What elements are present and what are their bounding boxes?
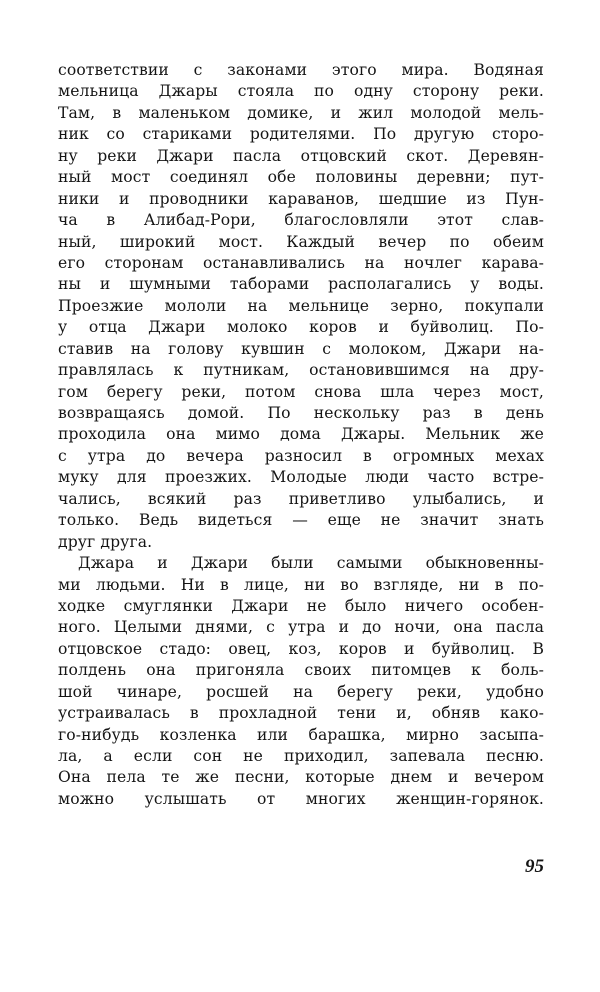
text-line: возвращаясь домой. По нескольку раз в день [58,404,544,422]
text-line: ного. Целыми днями, с утра и до ночи, она пасла [58,618,544,637]
text-line: Там, в маленьком домике, и жил молодой мель- [58,103,544,122]
text-line: ставив на голову кувшин с молоком, Джари на- [58,339,544,358]
text-line: ник со стариками родителями. По другую сторо- [58,125,544,144]
text-line: гом берегу реки, потом снова шла через мост, [58,382,544,401]
text-line: полдень она пригоняла своих питомцев к боль- [58,661,544,680]
text-line: только. Ведь видеться — еще не значит знать [58,511,544,530]
paragraph [58,553,544,810]
text-line: ный, широкий мост. Каждый вечер по обеим [58,232,544,251]
text-line: правлялась к путникам, остановившимся на дру- [58,361,544,380]
text-line: ный мост соединял обе половины деревни; пут- [58,168,544,187]
text-line: его сторонам останавливались на ночлег карава- [58,253,544,272]
text-line: Она пела те же песни, которые днем и вечером [58,768,544,787]
text-line: отцовское стадо: овец, коз, коров и буйволиц. В [58,639,544,658]
text-line: ча в Алибад-Рори, благословляли этот слав- [58,211,544,230]
text-line: чались, всякий раз приветливо улыбались, и [58,489,544,508]
paragraph [58,60,544,553]
text-line: проходила она мимо дома Джары. Мельник же [58,425,544,444]
book-page-text [58,60,544,810]
text-line: устраивалась в прохладной тени и, обняв како- [58,704,544,723]
text-line: го-нибудь козленка или барашка, мирно засыпа- [58,725,544,744]
text-line: можно услышать от многих женщин-горянок. [58,789,544,808]
text-line: ны и шумными таборами располагались у воды. [58,275,544,294]
text-line: Проезжие мололи на мельнице зерно, покупали [58,296,544,315]
text-line: ходке смуглянки Джари не было ничего особен- [58,596,544,615]
text-line: муку для проезжих. Молодые люди часто встре- [58,468,544,487]
text-line: мельница Джары стояла по одну сторону реки. [58,82,544,101]
text-line: ну реки Джари пасла отцовский скот. Деревян- [58,146,544,165]
text-line: ми людьми. Ни в лице, ни во взгляде, ни в по- [58,575,544,594]
text-line: друг друга. [58,532,153,551]
text-line: шой чинаре, росшей на берегу реки, удобно [58,682,544,701]
text-line: Джара и Джари были самыми обыкновенны- [78,554,544,573]
text-line: ла, а если сон не приходил, запевала песню. [58,747,544,765]
page-number: 95 [525,856,544,877]
text-line: с утра до вечера разносил в огромных мехах [58,446,544,465]
text-line: соответствии с законами этого мира. Водяная [58,61,544,79]
text-line: у отца Джари молоко коров и буйволиц. По- [58,318,544,337]
text-line: ники и проводники караванов, шедшие из Пун- [58,189,544,208]
